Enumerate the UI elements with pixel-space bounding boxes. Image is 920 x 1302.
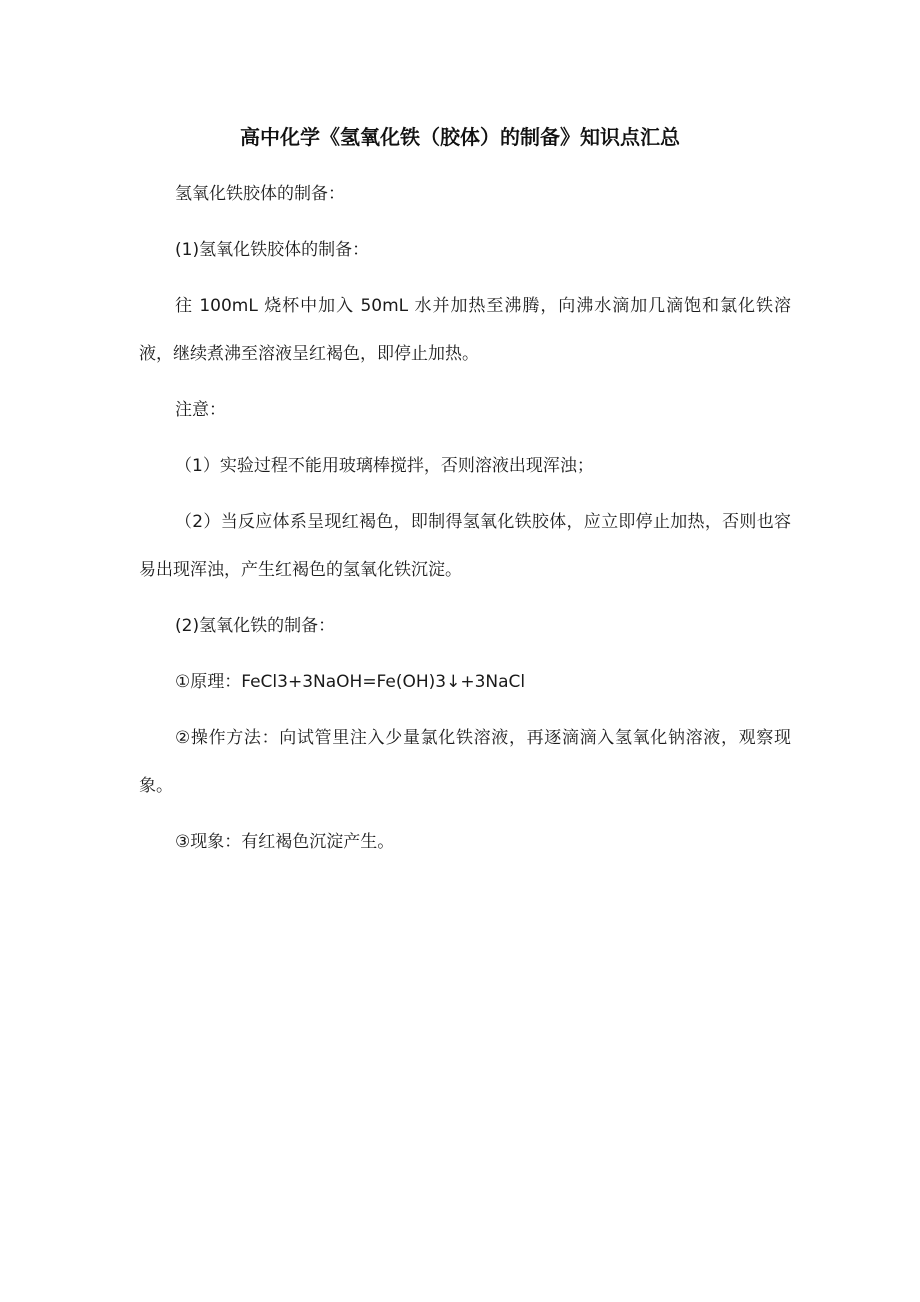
phenomenon-item: ③现象：有红褐色沉淀产生。 [175,832,395,852]
principle-item: ①原理：FeCl3+3NaOH=Fe(OH)3↓+3NaCl [175,672,526,692]
method-item: ②操作方法：向试管里注入少量氯化铁溶液，再逐滴滴入氢氧化钠溶液，观察现象。 [139,728,791,796]
subsection-heading-hydroxide-prep: (2)氢氧化铁的制备： [175,616,336,636]
procedure-paragraph: 往 100mL 烧杯中加入 50mL 水并加热至沸腾，向沸水滴加几滴饱和氯化铁溶液，继续煮沸至溶液呈红褐色，即停止加热。 [139,296,791,364]
note-item-2: （2）当反应体系呈现红褐色，即制得氢氧化铁胶体，应立即停止加热，否则也容易出现浑浊，产生红褐色的氢氧化铁沉淀。 [139,512,791,580]
notes-heading: 注意： [175,400,226,420]
subsection-heading-colloid-prep: (1)氢氧化铁胶体的制备： [175,240,370,260]
note-item-1: （1）实验过程不能用玻璃棒搅拌，否则溶液出现浑浊； [175,456,594,476]
document-body [139,170,791,874]
document-title: 高中化学《氢氧化铁（胶体）的制备》知识点汇总 [240,125,680,149]
section-heading-colloid: 氢氧化铁胶体的制备： [175,184,345,204]
